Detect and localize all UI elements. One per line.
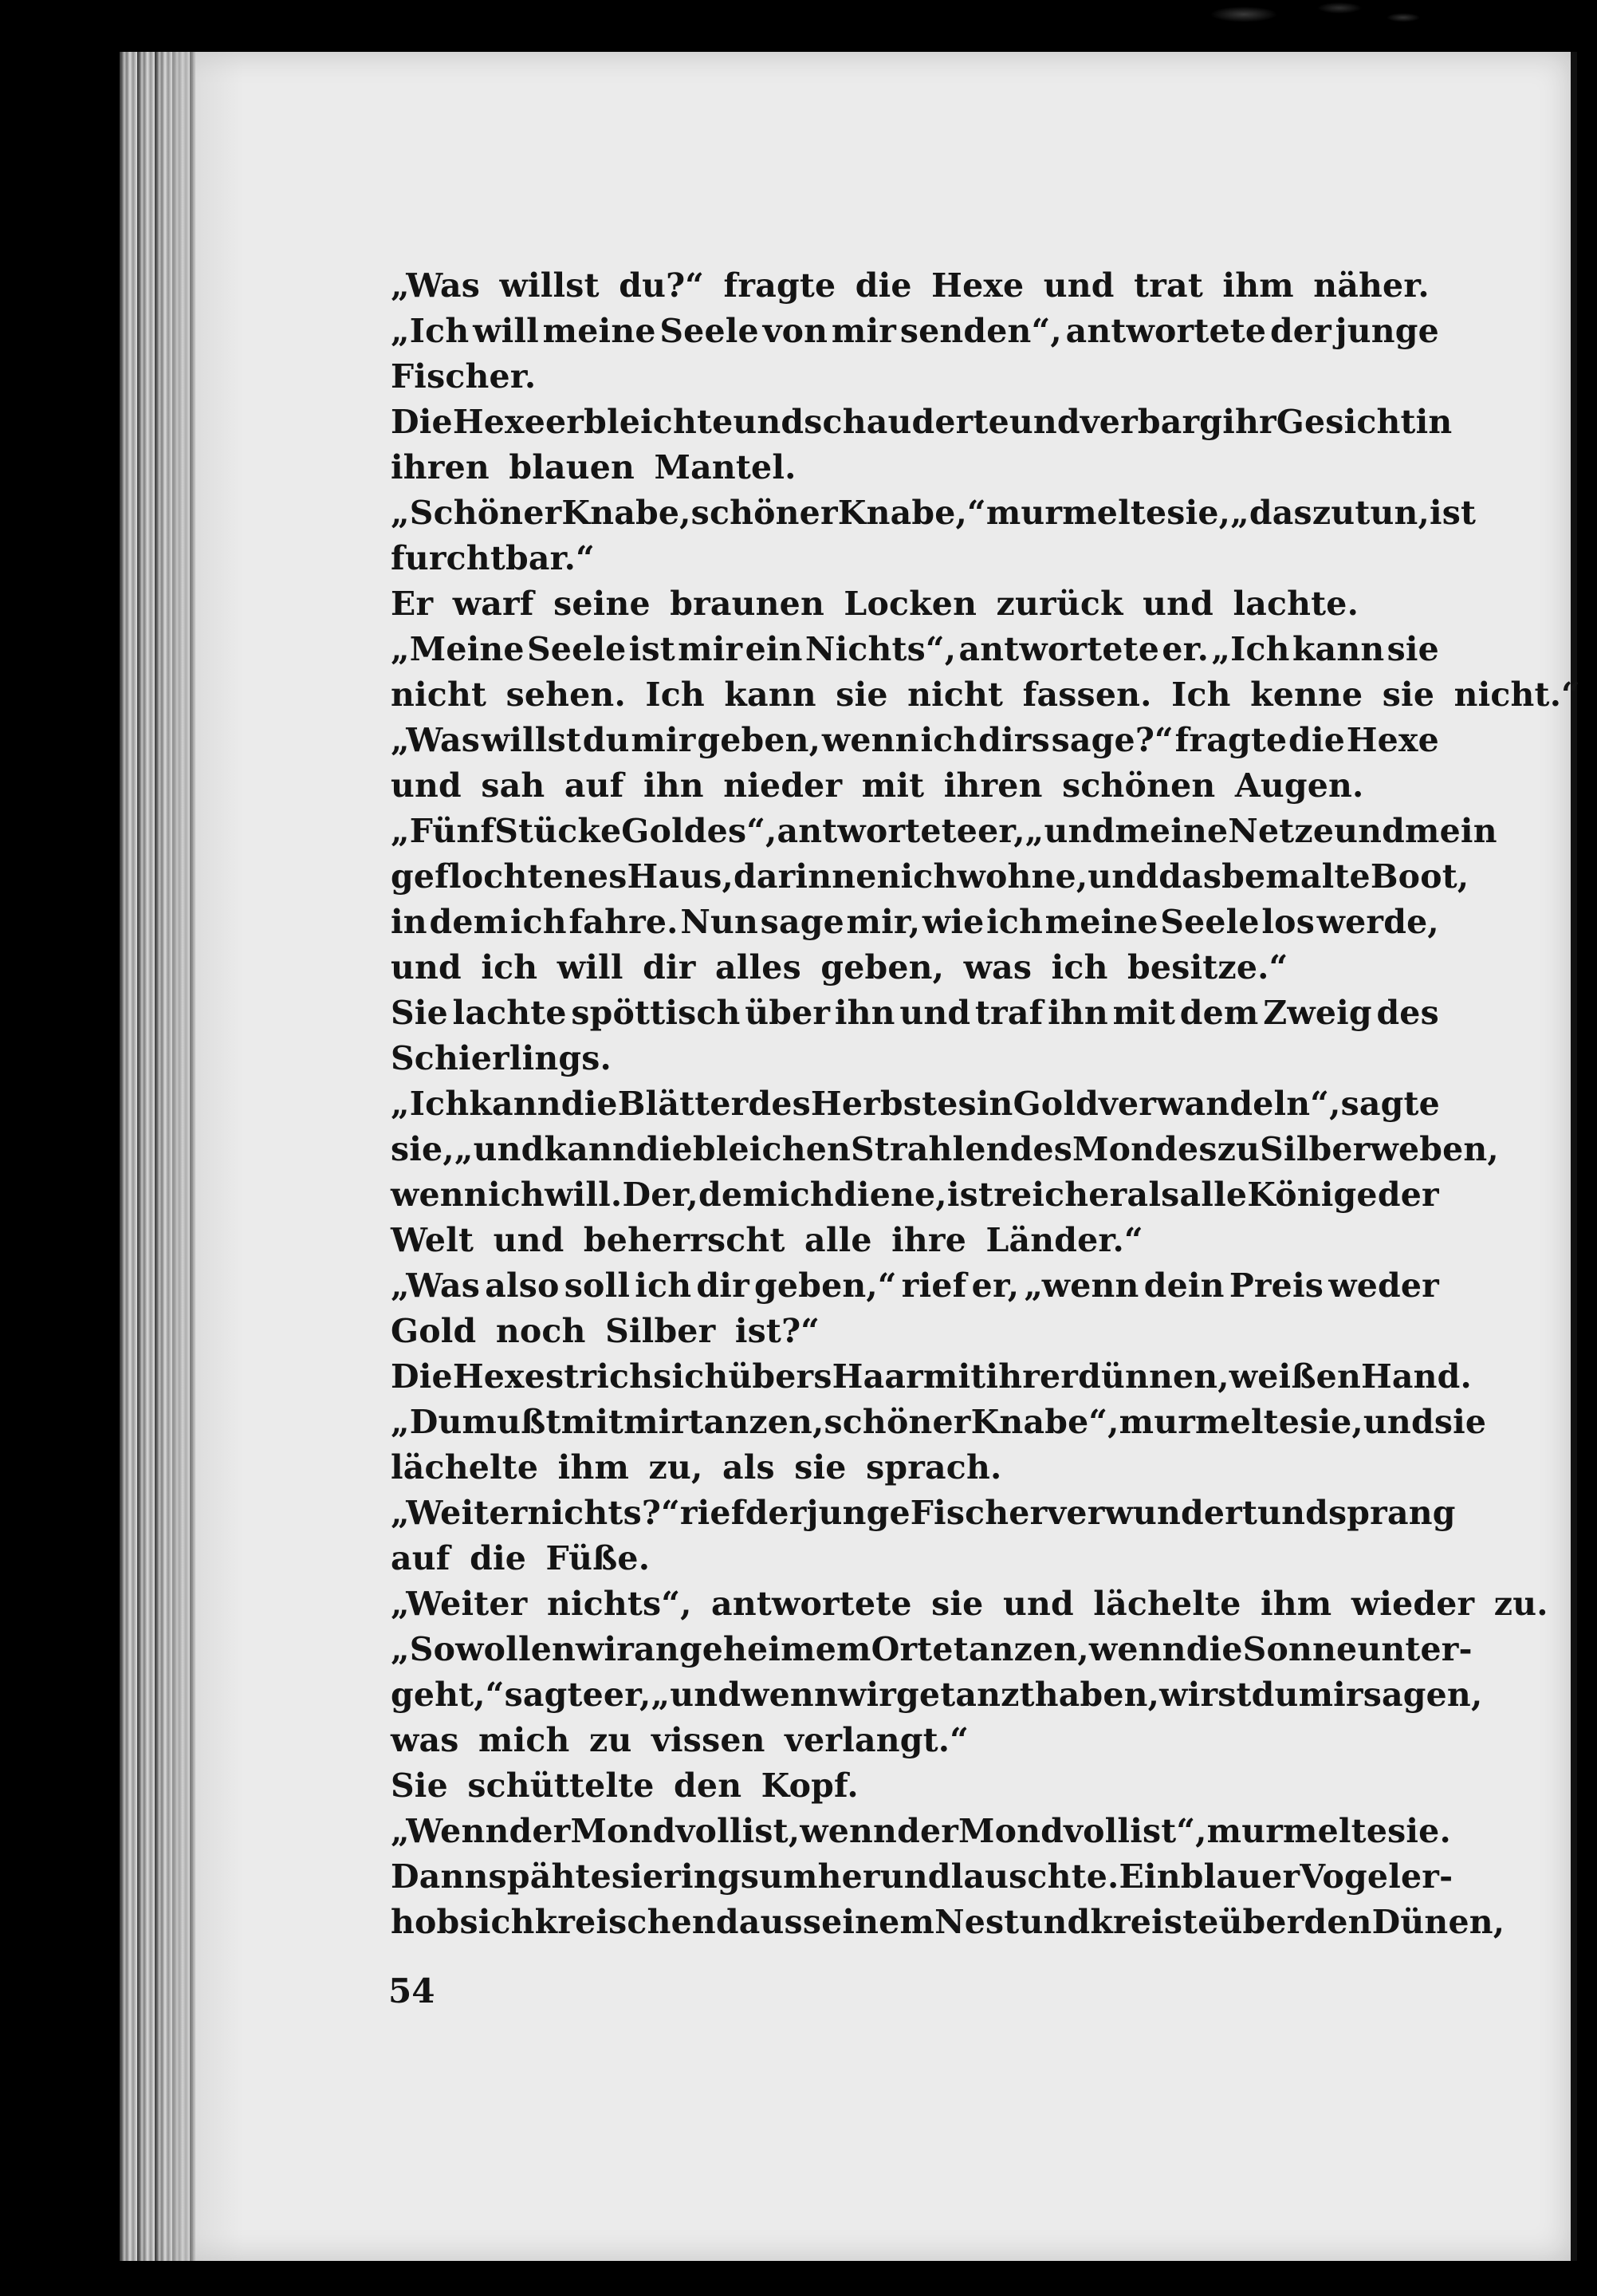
word: verbarg	[1080, 403, 1223, 441]
page-right-edge	[1571, 52, 1577, 2261]
word: Mond	[958, 1812, 1064, 1850]
word: sie,	[391, 1130, 454, 1168]
word: und	[1363, 1403, 1434, 1441]
word: rief	[901, 1266, 967, 1305]
word: er,	[603, 1676, 651, 1714]
word: mit	[561, 1403, 624, 1441]
line-text: Welt und beherrscht alle ihre Länder.“	[391, 1221, 1143, 1259]
word: der	[897, 1812, 959, 1850]
line-text: „Was willst du?“ fragte die Hexe und trat ihm näher.	[391, 266, 1430, 305]
word: in	[976, 1085, 1013, 1123]
word: Gesicht	[1276, 403, 1416, 441]
word: kreiste	[1090, 1903, 1219, 1941]
word: spöttisch	[571, 994, 741, 1032]
word: reicher	[993, 1176, 1127, 1214]
word: ist,	[741, 1812, 800, 1850]
word: seinem	[802, 1903, 935, 1941]
word: lachte	[452, 994, 567, 1032]
word: willst	[481, 721, 582, 759]
word: murmelte	[1119, 1403, 1300, 1441]
word: Der,	[622, 1176, 698, 1214]
word: ihrer	[985, 1357, 1079, 1396]
word: meine	[1115, 812, 1229, 850]
line-text: lächelte ihm zu, als sie sprach.	[391, 1448, 1002, 1487]
word: sie	[1387, 630, 1439, 668]
word: Könige	[1247, 1176, 1378, 1214]
word: ist	[1429, 494, 1477, 532]
word: schöner	[824, 1403, 971, 1441]
word: zu	[1312, 494, 1355, 532]
word: verwandeln“,	[1098, 1085, 1341, 1123]
word: die	[635, 1130, 693, 1168]
word: soll	[564, 1266, 631, 1305]
text-line	[391, 1036, 1439, 1081]
word: sie,	[1166, 494, 1231, 532]
text-line	[391, 672, 1580, 718]
word: unter-	[1357, 1630, 1473, 1668]
word: darinnen	[733, 857, 901, 896]
word: sich	[459, 1903, 535, 1941]
word: über	[1218, 1903, 1304, 1941]
word: los	[1261, 903, 1315, 941]
word: ich	[920, 721, 977, 759]
word: an	[634, 1630, 679, 1668]
word: Zweig	[1263, 994, 1372, 1032]
word: dir	[696, 1266, 749, 1305]
word: kann	[544, 1130, 636, 1168]
word: bleichen	[692, 1130, 852, 1168]
word: „Ich	[1211, 630, 1290, 668]
word: ist	[628, 630, 675, 668]
word: „Wenn	[391, 1812, 509, 1850]
word: und	[1334, 812, 1406, 850]
word: junge	[1335, 312, 1439, 350]
word: du	[1251, 1676, 1299, 1714]
word: des	[1376, 994, 1439, 1032]
word: getanzt	[896, 1676, 1035, 1714]
word: Vogel	[1300, 1857, 1401, 1896]
word: mir	[831, 312, 897, 350]
word: Boot,	[1370, 857, 1469, 896]
word: wenn	[800, 1812, 898, 1850]
word: der	[509, 1812, 571, 1850]
scan-noise	[1180, 0, 1443, 40]
word: dem	[698, 1176, 777, 1214]
word: fahre.	[568, 903, 679, 941]
line-text: was mich zu vissen verlangt.“	[391, 1721, 970, 1759]
word: der	[745, 1494, 807, 1532]
word: werde,	[1316, 903, 1439, 941]
word: geheimem	[679, 1630, 871, 1668]
word: wenn	[1088, 1630, 1186, 1668]
word: kreischend	[534, 1903, 739, 1941]
word: Haus,	[627, 857, 734, 896]
word: als	[1127, 1176, 1180, 1214]
word: sprang	[1328, 1494, 1456, 1532]
word: der	[1377, 1176, 1439, 1214]
text-line	[391, 263, 1439, 309]
line-text: Gold noch Silber ist?“	[391, 1312, 820, 1350]
text-line	[391, 309, 1439, 354]
word: „Was	[391, 1266, 481, 1305]
word: wir	[837, 1676, 897, 1714]
word: dem	[429, 903, 509, 941]
word: die	[1288, 721, 1345, 759]
word: senden“,	[899, 312, 1062, 350]
word: und	[899, 994, 971, 1032]
text-line	[391, 1900, 1505, 1945]
word: und	[1019, 1903, 1091, 1941]
word: des	[1009, 1130, 1073, 1168]
word: kann	[1292, 630, 1385, 668]
text-line	[391, 536, 1439, 581]
word: sagte	[1340, 1085, 1440, 1123]
word: Gold	[1013, 1085, 1099, 1123]
word: ich	[509, 903, 567, 941]
word: mir	[678, 630, 743, 668]
word: dem	[1179, 994, 1259, 1032]
word: verwundert	[1047, 1494, 1258, 1532]
text-line	[391, 1763, 1439, 1809]
line-text: Er warf seine braunen Locken zurück und lachte.	[391, 585, 1359, 623]
word: alle	[1179, 1176, 1248, 1214]
line-text: nicht sehen. Ich kann sie nicht fassen. Ich kenne sie nicht.“	[391, 675, 1580, 714]
word: Haar	[832, 1357, 923, 1396]
word: rief	[679, 1494, 745, 1532]
text-line	[391, 1536, 1439, 1581]
word: er,	[977, 812, 1025, 850]
word: sagte	[504, 1676, 604, 1714]
word: ihn	[834, 994, 895, 1032]
word: Knabe,“	[837, 494, 986, 532]
word: wenn	[741, 1676, 838, 1714]
text-line	[391, 1263, 1439, 1309]
word: ringsumher	[663, 1857, 880, 1896]
word: Hexe	[1346, 721, 1439, 759]
word: dein	[1143, 1266, 1225, 1305]
word: Die	[391, 403, 453, 441]
word: Herbstes	[810, 1085, 977, 1123]
word: wohne,	[957, 857, 1088, 896]
word: ihr	[1222, 403, 1276, 441]
word: antwortete	[777, 812, 978, 850]
word: meine	[542, 312, 656, 350]
word: Dünen,	[1371, 1903, 1505, 1941]
text-line	[391, 1354, 1473, 1400]
word: Mondes	[1072, 1130, 1217, 1168]
text-line	[391, 1809, 1451, 1854]
word: Fischer	[910, 1494, 1048, 1532]
word: weißen	[1229, 1357, 1361, 1396]
line-text: auf die Füße.	[391, 1539, 651, 1577]
word: Blätter	[617, 1085, 749, 1123]
word: Netze	[1228, 812, 1335, 850]
word: sie,	[1300, 1403, 1363, 1441]
word: „Ich	[391, 1085, 470, 1123]
word: Seele	[526, 630, 627, 668]
word: mir	[631, 721, 696, 759]
text-line	[391, 1309, 1439, 1354]
text-line	[391, 1491, 1456, 1536]
word: „Weiter	[391, 1494, 528, 1532]
word: weben,	[1370, 1130, 1499, 1168]
word: weder	[1328, 1266, 1439, 1305]
line-text: „Weiter nichts“, antwortete sie und lächelte ihm wieder zu.	[391, 1585, 1548, 1623]
word: wir	[576, 1630, 635, 1668]
word: hob	[391, 1903, 460, 1941]
word: haben,	[1034, 1676, 1160, 1714]
line-text: Schierlings.	[391, 1039, 612, 1077]
text-line	[391, 627, 1439, 672]
word: „Was	[391, 721, 481, 759]
word: mein	[1405, 812, 1497, 850]
text-line	[391, 900, 1439, 945]
text-line	[391, 1218, 1439, 1263]
word: Sonne	[1242, 1630, 1358, 1668]
word: sage	[760, 903, 844, 941]
text-line	[391, 718, 1439, 763]
word: geflochtenes	[391, 857, 627, 896]
word: geben,“	[754, 1266, 897, 1305]
word: diene,	[834, 1176, 947, 1214]
word: dünnen,	[1078, 1357, 1229, 1396]
word: sagen,	[1363, 1676, 1483, 1714]
word: „und	[1025, 812, 1115, 850]
word: er-	[1400, 1857, 1453, 1896]
word: antwortete	[958, 630, 1160, 668]
text-line	[391, 1400, 1487, 1445]
word: blauer	[1180, 1857, 1300, 1896]
word: Preis	[1229, 1266, 1324, 1305]
text-line	[391, 400, 1453, 445]
text-line	[391, 445, 1439, 490]
word: ihn	[1048, 994, 1108, 1032]
word: der	[1269, 312, 1331, 350]
word: wenn	[821, 721, 919, 759]
text-line	[391, 763, 1439, 809]
word: „So	[391, 1630, 456, 1668]
text-line	[391, 854, 1469, 900]
word: sie	[1434, 1403, 1487, 1441]
word: ich	[487, 1176, 545, 1214]
word: mit	[1112, 994, 1176, 1032]
word: den	[1304, 1903, 1372, 1941]
word: „Meine	[391, 630, 525, 668]
word: Strahlen	[851, 1130, 1010, 1168]
word: ich	[986, 903, 1044, 941]
word: Nun	[680, 903, 759, 941]
word: murmelte	[985, 494, 1167, 532]
word: mir,	[846, 903, 921, 941]
word: dirs	[978, 721, 1050, 759]
word: Knabe,	[561, 494, 691, 532]
word: ich	[777, 1176, 834, 1214]
word: die	[1186, 1630, 1243, 1668]
word: sie	[611, 1857, 664, 1896]
text-line	[391, 1854, 1453, 1900]
word: Dann	[391, 1857, 489, 1896]
word: geht,“	[391, 1676, 505, 1714]
text-line	[391, 581, 1439, 627]
body-text	[391, 263, 1580, 1945]
word: junge	[806, 1494, 911, 1532]
word: traf	[974, 994, 1044, 1032]
text-line	[391, 809, 1497, 854]
gutter-shadow	[171, 52, 243, 2261]
word: in	[1415, 403, 1453, 441]
word: Sie	[391, 994, 448, 1032]
word: Stücke	[494, 812, 622, 850]
word: lauschte.	[950, 1857, 1119, 1896]
word: sich	[653, 1357, 729, 1396]
word: und	[879, 1857, 951, 1896]
word: über	[745, 994, 831, 1032]
word: tun,	[1355, 494, 1430, 532]
text-line	[391, 1081, 1439, 1127]
word: tanzen,	[688, 1403, 824, 1441]
word: Nichts“,	[804, 630, 957, 668]
word: „Fünf	[391, 812, 495, 850]
text-line	[391, 1627, 1473, 1672]
word: fragte	[1174, 721, 1288, 759]
word: die	[561, 1085, 618, 1123]
word: er.	[1162, 630, 1210, 668]
word: mit	[922, 1357, 986, 1396]
word: sage?“	[1051, 721, 1174, 759]
word: Hexe	[452, 403, 545, 441]
word: das	[1158, 857, 1222, 896]
word: mußt	[462, 1403, 561, 1441]
line-text: und sah auf ihn nieder mit ihren schönen Augen.	[391, 766, 1364, 805]
word: geben,	[697, 721, 821, 759]
word: wollen	[455, 1630, 576, 1668]
word: wie	[922, 903, 985, 941]
word: und	[1257, 1494, 1328, 1532]
word: wirst	[1159, 1676, 1252, 1714]
text-line	[391, 1718, 1439, 1763]
word: erbleichte	[545, 403, 734, 441]
word: „Du	[391, 1403, 462, 1441]
word: „wenn	[1024, 1266, 1139, 1305]
page-number: 54	[388, 1971, 435, 2010]
word: und	[1088, 857, 1159, 896]
text-line	[391, 1672, 1483, 1718]
line-text: Fischer.	[391, 357, 537, 396]
word: Hexe	[452, 1357, 545, 1396]
word: tanzen,	[953, 1630, 1089, 1668]
word: Orte	[871, 1630, 954, 1668]
word: aus	[738, 1903, 803, 1941]
word: und	[733, 403, 804, 441]
word: bemalte	[1221, 857, 1371, 896]
word: Goldes“,	[621, 812, 777, 850]
word: „das	[1230, 494, 1312, 532]
text-line	[391, 1127, 1499, 1172]
word: Seele	[659, 312, 759, 350]
word: will	[473, 312, 539, 350]
text-line	[391, 490, 1477, 536]
word: will.	[545, 1176, 623, 1214]
word: zu	[1217, 1130, 1261, 1168]
text-line	[391, 1445, 1439, 1491]
word: „Ich	[391, 312, 470, 350]
word: „und	[454, 1130, 545, 1168]
word: er,	[971, 1266, 1020, 1305]
word: von	[762, 312, 828, 350]
word: ich	[900, 857, 958, 896]
word: und	[1009, 403, 1080, 441]
word: voll	[1064, 1812, 1131, 1850]
word: Ein	[1119, 1857, 1181, 1896]
text-line	[391, 354, 1439, 400]
word: sie.	[1387, 1812, 1451, 1850]
word: strich	[545, 1357, 654, 1396]
word: murmelte	[1206, 1812, 1388, 1850]
word: Nest	[934, 1903, 1020, 1941]
word: mir	[1298, 1676, 1363, 1714]
word: übers	[728, 1357, 832, 1396]
word: „Schöner	[391, 494, 562, 532]
word: Mond	[570, 1812, 676, 1850]
word: Silber	[1260, 1130, 1371, 1168]
word: nichts?“	[527, 1494, 680, 1532]
line-text: und ich will dir alles geben, was ich besitze.“	[391, 948, 1288, 987]
word: ist“,	[1130, 1812, 1207, 1850]
line-text: Sie schüttelte den Kopf.	[391, 1766, 859, 1805]
text-line	[391, 1581, 1548, 1627]
word: des	[748, 1085, 811, 1123]
word: antwortete	[1065, 312, 1267, 350]
word: Seele	[1160, 903, 1260, 941]
word: schauderte	[804, 403, 1009, 441]
word: ein	[745, 630, 803, 668]
word: du	[582, 721, 630, 759]
line-text: ihren blauen Mantel.	[391, 448, 797, 486]
text-line	[391, 990, 1439, 1036]
word: Hand.	[1360, 1357, 1473, 1396]
word: meine	[1044, 903, 1158, 941]
word: schöner	[690, 494, 838, 532]
word: ich	[635, 1266, 692, 1305]
text-line	[391, 1172, 1439, 1218]
word: spähte	[488, 1857, 612, 1896]
line-text: furchtbar.“	[391, 539, 595, 577]
word: voll	[675, 1812, 742, 1850]
word: ist	[946, 1176, 994, 1214]
text-line	[391, 945, 1439, 990]
word: wenn	[391, 1176, 488, 1214]
word: in	[391, 903, 427, 941]
word: mir	[623, 1403, 689, 1441]
word: Die	[391, 1357, 453, 1396]
word: also	[485, 1266, 560, 1305]
word: Knabe“,	[970, 1403, 1119, 1441]
word: „und	[651, 1676, 741, 1714]
word: kann	[469, 1085, 561, 1123]
